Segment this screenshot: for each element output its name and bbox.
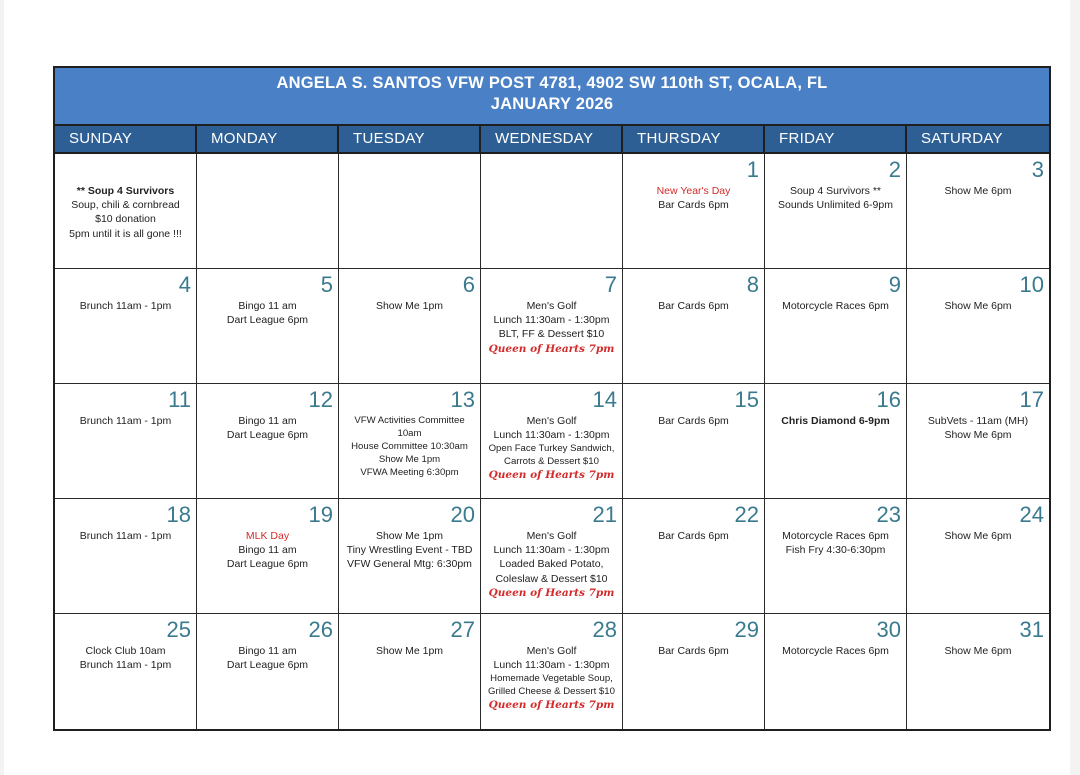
day-cell-24 [907,499,1049,614]
event-list [765,529,906,557]
event-line: Show Me 6pm [944,429,1012,442]
event-line: Dart League 6pm [226,314,309,327]
event-line: New Year's Day [656,185,731,197]
event-line: Motorcycle Races 6pm [782,300,889,312]
day-cell-27 [339,614,481,729]
event-line: Brunch 11am - 1pm [79,659,172,672]
day-number: 21 [592,502,617,527]
event-list [907,184,1049,198]
day-number: 5 [320,272,333,297]
event-list [623,299,764,313]
day-number: 28 [592,617,617,642]
event-line: Bingo 11 am [238,544,297,557]
day-number: 10 [1019,272,1044,297]
event-line: BLT, FF & Dessert $10 [498,328,605,341]
event-list [907,414,1049,442]
event-line: ** Soup 4 Survivors [76,185,175,197]
event-line: VFW General Mtg: 6:30pm [347,558,472,571]
day-cell-14 [481,384,623,499]
day-cell-5 [197,269,339,384]
event-list [197,529,338,572]
weekday-tuesday: TUESDAY [339,126,481,152]
event-line: Men's Golf [526,415,577,427]
day-cell-9 [765,269,907,384]
event-line: Sounds Unlimited 6-9pm [778,199,893,212]
event-list [481,529,622,600]
day-number: 17 [1019,387,1044,412]
event-line: House Committee 10:30am [351,441,468,452]
event-list [907,644,1049,658]
event-line: VFWA Meeting 6:30pm [360,467,459,478]
event-list [907,299,1049,313]
calendar-banner [55,68,1049,126]
day-cell-8 [623,269,765,384]
day-number: 23 [876,502,901,527]
event-line: Lunch 11:30am - 1:30pm [493,314,610,327]
day-number: 26 [308,617,333,642]
event-line: Brunch 11am - 1pm [79,300,172,312]
event-line: Show Me 1pm [375,300,444,312]
day-number: 13 [450,387,475,412]
event-line: Loaded Baked Potato, [499,558,604,571]
event-line: MLK Day [245,530,290,542]
event-line: Bingo 11 am [238,415,297,427]
event-line: Dart League 6pm [226,659,309,672]
day-cell-28 [481,614,623,729]
event-list [55,644,196,672]
weekday-header [55,126,1049,154]
event-list [55,529,196,543]
event-line: Bar Cards 6pm [658,415,729,427]
event-list [907,529,1049,543]
empty-day-cell [339,154,481,269]
empty-day-cell [197,154,339,269]
day-number: 11 [168,387,191,412]
event-line: Queen of Hearts 7pm [488,342,615,355]
day-number: 14 [592,387,617,412]
day-number: 7 [604,272,617,297]
event-line: Lunch 11:30am - 1:30pm [493,544,610,557]
event-list [481,299,622,356]
weekday-monday: MONDAY [197,126,339,152]
day-number: 22 [734,502,759,527]
event-line: Show Me 6pm [944,300,1012,312]
event-line: SubVets - 11am (MH) [927,415,1029,427]
event-line: Men's Golf [526,300,577,312]
event-line: 10am [397,428,422,439]
day-number: 8 [746,272,759,297]
event-list [623,414,764,428]
monthly-calendar [53,66,1051,731]
empty-day-cell [55,154,197,269]
day-number: 12 [308,387,333,412]
day-cell-31 [907,614,1049,729]
event-line: 5pm until it is all gone !!! [69,227,182,240]
day-cell-3 [907,154,1049,269]
event-line: VFW Activities Committee [354,415,465,426]
weekday-saturday: SATURDAY [921,130,1003,147]
event-line: Queen of Hearts 7pm [488,699,615,712]
event-list [197,414,338,442]
event-list [197,299,338,327]
event-line: Bingo 11 am [238,645,297,657]
event-line: Motorcycle Races 6pm [782,645,889,657]
event-line: Carrots & Dessert $10 [504,456,599,468]
day-cell-2 [765,154,907,269]
event-list [197,644,338,672]
event-line: Homemade Vegetable Soup, [490,673,613,685]
day-cell-10 [907,269,1049,384]
day-cell-13 [339,384,481,499]
event-line: Queen of Hearts 7pm [488,469,615,482]
event-line: Tiny Wrestling Event - TBD [346,544,473,557]
day-number: 24 [1019,502,1044,527]
day-number: 20 [450,502,475,527]
event-list [623,529,764,543]
weekday-friday: FRIDAY [765,126,907,152]
event-line: Brunch 11am - 1pm [79,415,172,427]
event-list [55,299,196,313]
event-list [765,299,906,313]
event-line: Soup, chili & cornbread [71,199,180,212]
day-number: 27 [450,617,475,642]
day-cell-26 [197,614,339,729]
event-line: Show Me 6pm [944,645,1012,657]
empty-day-cell [481,154,623,269]
event-list [339,414,480,479]
event-line: Grilled Cheese & Dessert $10 [488,686,615,698]
month-title: JANUARY 2026 [490,95,614,113]
event-line: Bar Cards 6pm [658,199,729,212]
day-number: 2 [888,157,901,182]
event-line: Motorcycle Races 6pm [782,530,889,542]
event-line: Show Me 6pm [944,530,1012,542]
day-cell-25 [55,614,197,729]
event-list [765,184,906,212]
event-list [623,644,764,658]
event-line: $10 donation [95,213,156,226]
day-cell-6 [339,269,481,384]
event-line: Show Me 1pm [375,645,444,657]
event-line: Show Me 1pm [378,454,441,465]
day-number: 19 [308,502,333,527]
event-line: Soup 4 Survivors ** [789,185,882,197]
event-line: Fish Fry 4:30-6:30pm [785,544,886,557]
day-number: 25 [166,617,191,642]
event-line: Coleslaw & Dessert $10 [495,572,608,585]
day-cell-22 [623,499,765,614]
event-line: Men's Golf [526,530,577,542]
event-line: Show Me 1pm [375,530,444,542]
event-line: Bar Cards 6pm [658,300,729,312]
post-title: ANGELA S. SANTOS VFW POST 4781, 4902 SW 110th ST, OCALA, FL [276,74,828,92]
event-line: Dart League 6pm [226,558,309,571]
day-number: 30 [876,617,901,642]
day-number: 9 [888,272,901,297]
event-list [55,184,196,241]
event-list [623,184,764,212]
event-list [765,644,906,658]
weekday-sunday: SUNDAY [55,126,197,152]
event-line: Bingo 11 am [238,300,297,312]
day-cell-12 [197,384,339,499]
day-cell-19 [197,499,339,614]
event-line: Chris Diamond 6-9pm [781,415,890,427]
event-line: Open Face Turkey Sandwich, [488,443,615,455]
event-line: Bar Cards 6pm [658,530,729,542]
event-line: Clock Club 10am [85,645,166,657]
day-cell-18 [55,499,197,614]
day-cell-1 [623,154,765,269]
event-list [55,414,196,428]
day-number: 6 [462,272,475,297]
day-cell-7 [481,269,623,384]
day-cell-16 [765,384,907,499]
day-number: 3 [1031,157,1044,182]
weekday-wednesday: WEDNESDAY [481,126,623,152]
day-number: 29 [734,617,759,642]
event-line: Dart League 6pm [226,429,309,442]
day-number: 16 [876,387,901,412]
event-list [339,299,480,313]
event-list [765,414,906,428]
day-cell-21 [481,499,623,614]
day-cell-20 [339,499,481,614]
day-number: 1 [746,157,759,182]
event-line: Bar Cards 6pm [658,645,729,657]
calendar-page [4,0,1070,775]
day-cell-11 [55,384,197,499]
day-number: 15 [734,387,759,412]
event-line: Brunch 11am - 1pm [79,530,172,542]
event-line: Men's Golf [526,645,577,657]
day-cell-30 [765,614,907,729]
day-cell-4 [55,269,197,384]
event-list [339,644,480,658]
day-number: 31 [1019,617,1044,642]
event-line: Lunch 11:30am - 1:30pm [493,429,610,442]
event-line: Lunch 11:30am - 1:30pm [493,659,610,672]
day-number: 4 [178,272,191,297]
day-number: 18 [166,502,191,527]
day-cell-29 [623,614,765,729]
event-list [339,529,480,572]
calendar-grid [55,154,1049,729]
event-line: Show Me 6pm [944,185,1012,197]
event-list [481,414,622,483]
day-cell-23 [765,499,907,614]
day-cell-17 [907,384,1049,499]
day-cell-15 [623,384,765,499]
event-line: Queen of Hearts 7pm [488,586,615,599]
weekday-thursday: THURSDAY [623,126,765,152]
event-list [481,644,622,713]
